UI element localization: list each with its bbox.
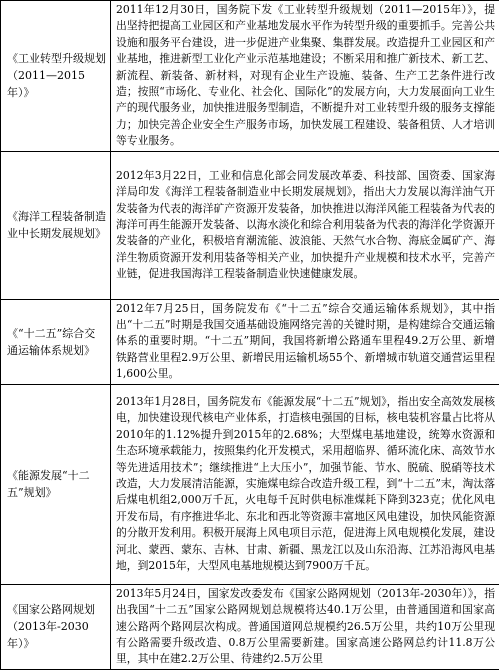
table-row	[1, 384, 499, 584]
table-row	[1, 299, 499, 384]
policy-description-cell: 2012年3月22日，工业和信息化部会同发展改革委、科技部、国资委、国家海洋局印发《海洋工程装备制造业中长期发展规划》，指出大力发展以海洋油气开发装备为代表的海洋矿产资源开发装备，加快推进以海洋风能工程装备为代表的海洋可再生能源开发装备、以海水淡化和综合利用装备为代表的海洋化学资源开发装备的产业化，积极培育潮流能、波浪能、天然气水合物、海底金属矿产、海洋生物质资源开发利用装备等相关产业，加快提升产业规模和技术水平，完善产业链，促进我国海洋工程装备制造业快速健康发展。	[111, 151, 499, 299]
policy-description-cell: 2013年5月24日，国家发改委发布《国家公路网规划（2013年-2030年）》，指出我国“十二五”国家公路网规划总规模将达40.1万公里，由普通国道和国家高速公路两个路网层次构成。普通国道网总规模约26.5万公里，共约10万公里现有公路需要升级改造、0.8万公里需要新建。国家高速公路网总约计11.8万公里，其中在建2.2万公里、待建约2.5万公里	[111, 584, 499, 669]
policy-name-cell: 《工业转型升级规划（2011—2015年）》	[1, 1, 111, 152]
policy-description-cell: 2011年12月30日，国务院下发《工业转型升级规划（2011—2015年）》，提出坚持把提高工业园区和产业基地发展水平作为转型升级的重要抓手。完善公共设施和服务平台建设，进一步促进产业集聚、集群发展。改造提升工业园区和产业基地，推进新型工业化产业示范基地建设；不断采用和推广新技术、新工艺、新流程、新装备、新材料，对现有企业生产设施、装备、生产工艺条件进行改造；按照“市场化、专业化、社会化、国际化”的发展方向，大力发展面向工业生产的现代服务业，加快推进服务型制造，不断提升对工业转型升级的服务支撑能力；加快完善企业安全生产服务市场，加快发展工程建设、装备租赁、人才培训等专业服务。	[111, 1, 499, 152]
table-row	[1, 584, 499, 669]
table-row	[1, 1, 499, 152]
table-row	[1, 151, 499, 299]
policy-name-cell: 《“十二五”综合交通运输体系规划》	[1, 299, 111, 384]
policy-name-cell: 《能源发展“十二五”规划》	[1, 384, 111, 584]
policy-description-cell: 2012年7月25日，国务院发布《“十二五”综合交通运输体系规划》，其中指出“十二五”时期是我国交通基础设施网络完善的关键时期，是构建综合交通运输体系的重要时期。“十二五”期间，我国将新增公路通车里程49.2万公里、新增铁路营业里程2.9万公里、新增民用运输机场55个、新增城市轨道交通营运里程1,600公里。	[111, 299, 499, 384]
policy-name-cell: 《海洋工程装备制造业中长期发展规划》	[1, 151, 111, 299]
policy-name-cell: 《国家公路网规划（2013年-2030年）》	[1, 584, 111, 669]
policy-description-cell: 2013年1月28日，国务院发布《能源发展“十二五”规划》，指出安全高效发展核电，加快建设现代核电产业体系，打造核电强国的目标，核电装机容量占比将从2010年的1.12%提升到2015年的2.68%；大型煤电基地建设，统筹水资源和生态环境承载能力，按照集约化开发模式，采用超临界、循环流化床、高效节水等先进适用技术”；继续推进“上大压小”，加强节能、节水、脱硫、脱硝等技术改造，大力发展清洁能源，实施煤电综合改造升级工程，到“十二五”末，淘汰落后煤电机组2,000万千瓦，火电每千瓦时供电标准煤耗下降到323克；优化风电开发布局，有序推进华北、东北和西北等资源丰富地区风电建设，加快风能资源的分散开发利用。积极开展海上风电项目示范，促进海上风电规模化发展，建设河北、蒙西、蒙东、吉林、甘肃、新疆、黑龙江以及山东沿海、江苏沿海风电基地，到2015年，大型风电基地规模达到7900万千瓦。	[111, 384, 499, 584]
